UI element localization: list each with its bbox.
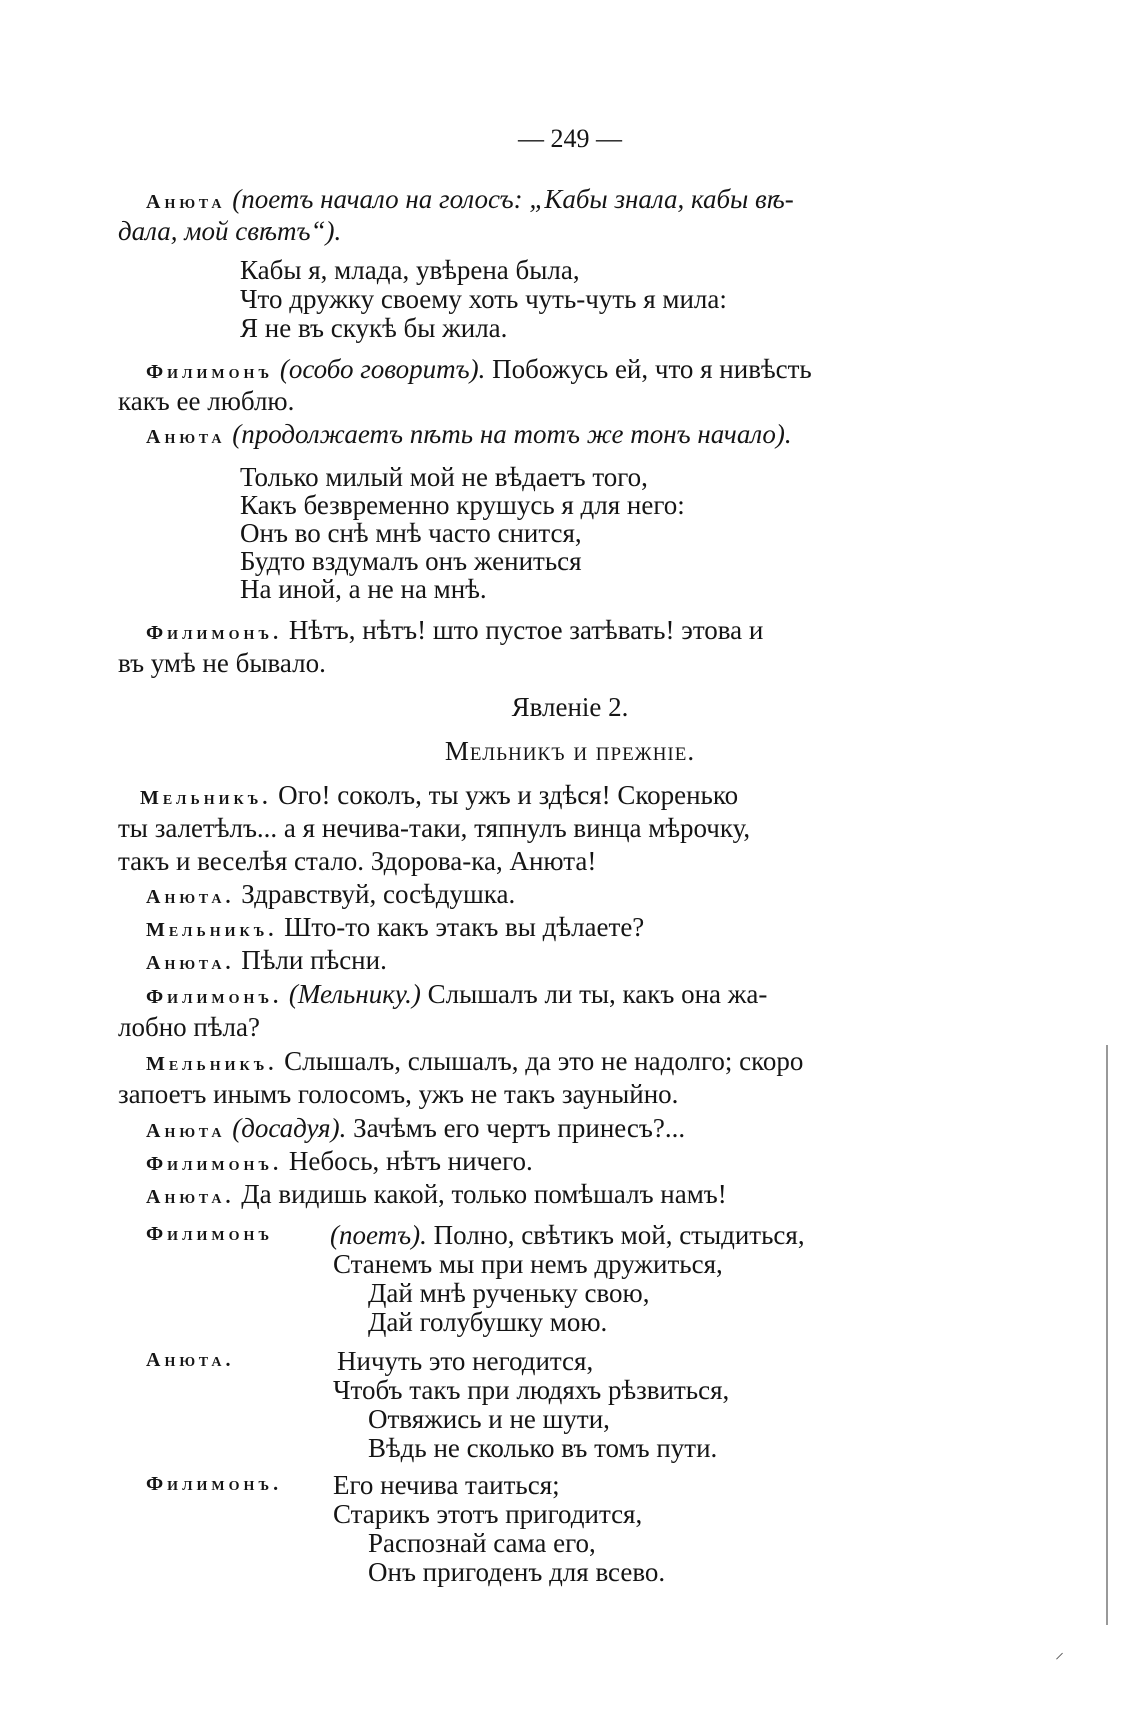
speaker-name: Анюта [146,426,226,448]
verse-line: Какъ безвременно крушусь я для него: [240,490,685,520]
dialog-text-continued: въ умѣ не бывало. [118,648,326,678]
dialog-line [140,782,738,809]
dialog-text: Да видишь какой, только помѣшалъ намъ! [241,1179,727,1209]
verse-line: Будто вздумалъ онъ жениться [240,546,582,576]
stage-direction: (продолжаетъ пѣть на тотъ же тонъ начало). [232,419,792,449]
speaker-name: Филимонъ. [146,622,283,644]
speaker-name: Мельникъ. [146,1053,278,1075]
dialog-line [146,356,812,383]
stage-direction: (досадуя). [232,1113,347,1143]
dialog-line [146,981,767,1008]
speaker-name: Анюта [146,191,226,213]
dialog-text-continued: какъ ее люблю. [118,386,295,416]
speaker-name: Анюта [146,1120,226,1142]
page-number: — 249 — [518,124,622,153]
stage-direction: (Мельнику.) [288,979,421,1009]
stage-direction: (поетъ начало на голосъ: „Кабы знала, кабы вѣ- [232,184,794,214]
dialog-text-continued: лобно пѣла? [118,1012,260,1042]
speaker-name: Анюта. [146,1349,235,1371]
stage-direction-line [146,186,794,213]
dialog-line [146,914,644,941]
verse-line: Кабы я, млада, увѣрена была, [240,255,580,285]
speaker-name: Филимонъ. [146,986,283,1008]
dialog-text-continued: такъ и веселѣя стало. Здорова-ка, Анюта! [118,846,597,876]
song-line: Отвяжись и не шути, [368,1404,610,1434]
scan-mark: ⸝ [1055,1642,1064,1662]
dialog-line [146,1115,685,1142]
dialog-text-continued: ты залетѣлъ... а я нечива-таки, тяпнулъ винца мѣрочку, [118,813,751,843]
dialog-text: Што-то какъ этакъ вы дѣлаете? [284,912,645,942]
dialog-text: Зачѣмъ его чертъ принесъ?... [353,1113,686,1143]
dialog-text: Здравствуй, сосѣдушка. [241,879,516,909]
song-line: Его нечива таиться; [333,1470,560,1500]
stage-direction-continued: дала, мой свѣтъ“). [118,216,342,246]
song-line: Распознай сама его, [368,1528,596,1558]
verse-line: Только милый мой не вѣдаетъ того, [240,462,648,492]
margin-rule [1106,1045,1108,1625]
speaker-name: Филимонъ [146,1223,274,1245]
dialog-line [146,1181,727,1208]
song-line: Дай мнѣ рученьку свою, [368,1278,650,1308]
verse-line: Я не въ скукѣ бы жила. [240,313,508,343]
speaker-name: Филимонъ [146,361,274,383]
speaker-name: Филимонъ. [146,1473,283,1495]
stage-direction: (поетъ). [330,1220,427,1250]
song-line [330,1222,805,1249]
dialog-text: Побожусь ей, что я нивѣсть [492,354,812,384]
song-line: Старикъ этотъ пригодится, [333,1499,643,1529]
stage-direction: (особо говоритъ). [279,354,486,384]
dialog-line [146,1148,533,1175]
scene-title: Явленіе 2. [511,692,629,722]
dialog-line [146,947,387,974]
stage-direction-line [146,421,792,448]
song-line: Ничуть это негодится, [337,1346,594,1376]
song-text: Полно, свѣтикъ мой, стыдиться, [433,1220,805,1250]
dialog-line [146,1048,803,1075]
dialog-text: Слышалъ, слышалъ, да это не надолго; скоро [284,1046,804,1076]
song-line: Онъ пригоденъ для всево. [368,1557,666,1587]
verse-line: Онъ во снѣ мнѣ часто снится, [240,518,582,548]
song-line: Вѣдь не сколько въ томъ пути. [368,1433,718,1463]
dialog-text-continued: запоетъ инымъ голосомъ, ужъ не такъ зауныйно. [118,1079,679,1109]
speaker-name: Мельникъ. [146,919,278,941]
speaker-name: Анюта. [146,952,235,974]
dialog-text: Ого! соколъ, ты ужъ и здѣся! Скоренько [278,780,739,810]
speaker-name: Анюта. [146,1186,235,1208]
scene-subtitle: Мельникъ и прежніе. [444,736,696,766]
dialog-line [146,881,515,908]
dialog-text: Слышалъ ли ты, какъ она жа- [427,979,768,1009]
song-line: Станемъ мы при немъ дружиться, [333,1249,723,1279]
dialog-text: Пѣли пѣсни. [241,945,387,975]
dialog-text: Небось, нѣтъ ничего. [288,1146,533,1176]
dialog-line [146,617,763,644]
dialog-text: Нѣтъ, нѣтъ! што пустое затѣвать! этова и [288,615,764,645]
speaker-name: Мельникъ. [140,787,272,809]
speaker-name: Анюта. [146,886,235,908]
song-line: Дай голубушку мою. [368,1307,608,1337]
verse-line: Что дружку своему хоть чуть-чуть я мила: [240,284,727,314]
song-line: Чтобъ такъ при людяхъ рѣзвиться, [333,1375,730,1405]
speaker-name: Филимонъ. [146,1153,283,1175]
verse-line: На иной, а не на мнѣ. [240,574,487,604]
